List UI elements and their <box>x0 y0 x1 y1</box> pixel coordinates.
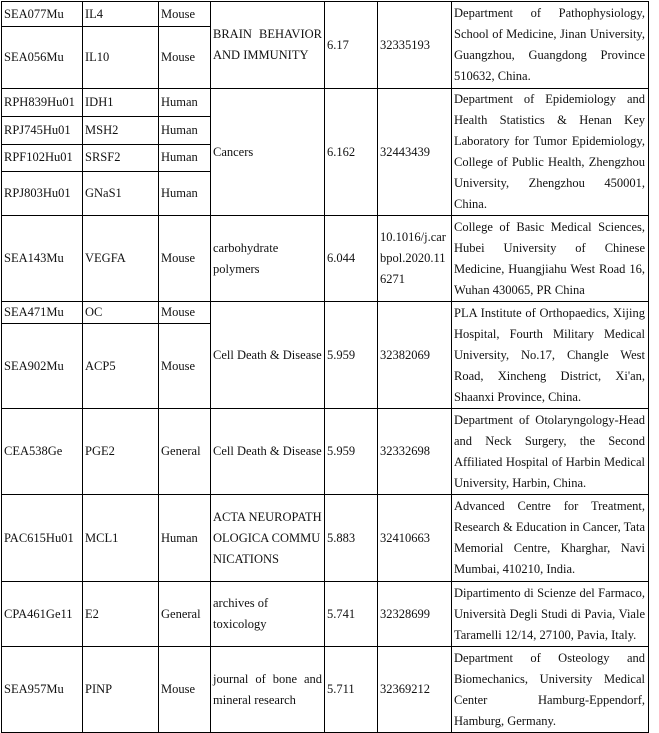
target-cell: IL10 <box>83 27 159 89</box>
species-cell: Human <box>159 89 211 117</box>
species-cell: Mouse <box>159 302 211 324</box>
journal-cell: archives of toxicology <box>211 582 325 647</box>
catalog-cell: CEA538Ge <box>2 409 83 495</box>
table-row <box>2 582 649 647</box>
pmid-cell: 32382069 <box>378 302 452 409</box>
target-cell: ACP5 <box>83 324 159 409</box>
table-row <box>2 495 649 582</box>
address-cell: Department of Otolaryngology-Head and Neck Surgery, the Second Affiliated Hospital of Harbin Medical University, Harbin, China. <box>452 409 649 495</box>
target-cell: SRSF2 <box>83 144 159 171</box>
journal-cell: carbohydrate polymers <box>211 216 325 302</box>
table-row <box>2 89 649 117</box>
target-cell: PINP <box>83 647 159 733</box>
species-cell: Human <box>159 172 211 216</box>
journal-cell: journal of bone and mineral research <box>211 647 325 733</box>
address-cell: Department of Epidemiology and Health Statistics & Henan Key Laboratory for Tumor Epidemiology, College of Public Health, Zhengzhou University, Zhengzhou 450001, China. <box>452 89 649 216</box>
impact-factor-cell: 5.741 <box>325 582 378 647</box>
species-cell: Human <box>159 495 211 582</box>
species-cell: Mouse <box>159 324 211 409</box>
target-cell: IL4 <box>83 2 159 27</box>
pmid-cell: 32369212 <box>378 647 452 733</box>
pmid-cell: 32335193 <box>378 2 452 89</box>
address-cell: Department of Pathophysiology, School of Medicine, Jinan University, Guangzhou, Guangdong Province 510632, China. <box>452 2 649 89</box>
target-cell: E2 <box>83 582 159 647</box>
catalog-cell: RPJ745Hu01 <box>2 117 83 144</box>
journal-cell: Cell Death & Disease <box>211 409 325 495</box>
species-cell: Mouse <box>159 216 211 302</box>
impact-factor-cell: 5.959 <box>325 302 378 409</box>
catalog-cell: CPA461Ge11 <box>2 582 83 647</box>
catalog-cell: SEA957Mu <box>2 647 83 733</box>
catalog-cell: SEA077Mu <box>2 2 83 27</box>
catalog-cell: PAC615Hu01 <box>2 495 83 582</box>
address-cell: College of Basic Medical Sciences, Hubei University of Chinese Medicine, Huangjiahu West Road 16, Wuhan 430065, PR China <box>452 216 649 302</box>
target-cell: PGE2 <box>83 409 159 495</box>
journal-cell: Cell Death & Disease <box>211 302 325 409</box>
species-cell: Human <box>159 144 211 171</box>
table-row <box>2 647 649 733</box>
address-cell: PLA Institute of Orthopaedics, Xijing Hospital, Fourth Military Medical University, No.17, Changle West Road, Xincheng District, Xi'an, Shaanxi Province, China. <box>452 302 649 409</box>
table-row <box>2 302 649 324</box>
catalog-cell: RPF102Hu01 <box>2 144 83 171</box>
impact-factor-cell: 6.17 <box>325 2 378 89</box>
pmid-cell: 32328699 <box>378 582 452 647</box>
address-cell: Advanced Centre for Treatment, Research & Education in Cancer, Tata Memorial Centre, Kharghar, Navi Mumbai, 410210, India. <box>452 495 649 582</box>
species-cell: General <box>159 409 211 495</box>
species-cell: Mouse <box>159 647 211 733</box>
pmid-cell: 32332698 <box>378 409 452 495</box>
table-row <box>2 409 649 495</box>
catalog-cell: RPJ803Hu01 <box>2 172 83 216</box>
catalog-cell: SEA056Mu <box>2 27 83 89</box>
target-cell: VEGFA <box>83 216 159 302</box>
catalog-cell: SEA471Mu <box>2 302 83 324</box>
target-cell: MCL1 <box>83 495 159 582</box>
species-cell: General <box>159 582 211 647</box>
pmid-cell: 32410663 <box>378 495 452 582</box>
impact-factor-cell: 6.044 <box>325 216 378 302</box>
journal-cell: BRAIN BEHAVIOR AND IMMUNITY <box>211 2 325 89</box>
table-row <box>2 216 649 302</box>
species-cell: Mouse <box>159 2 211 27</box>
catalog-cell: RPH839Hu01 <box>2 89 83 117</box>
impact-factor-cell: 5.883 <box>325 495 378 582</box>
address-cell: Dipartimento di Scienze del Farmaco, Università Degli Studi di Pavia, Viale Taramelli 12/14, 27100, Pavia, Italy. <box>452 582 649 647</box>
catalog-cell: SEA902Mu <box>2 324 83 409</box>
target-cell: IDH1 <box>83 89 159 117</box>
catalog-cell: SEA143Mu <box>2 216 83 302</box>
impact-factor-cell: 6.162 <box>325 89 378 216</box>
impact-factor-cell: 5.959 <box>325 409 378 495</box>
citation-table <box>1 1 649 733</box>
target-cell: OC <box>83 302 159 324</box>
target-cell: MSH2 <box>83 117 159 144</box>
pmid-cell: 10.1016/j.carbpol.2020.116271 <box>378 216 452 302</box>
impact-factor-cell: 5.711 <box>325 647 378 733</box>
journal-cell: Cancers <box>211 89 325 216</box>
journal-cell: ACTA NEUROPATHOLOGICA COMMUNICATIONS <box>211 495 325 582</box>
species-cell: Human <box>159 117 211 144</box>
target-cell: GNaS1 <box>83 172 159 216</box>
pmid-cell: 32443439 <box>378 89 452 216</box>
species-cell: Mouse <box>159 27 211 89</box>
table-row <box>2 2 649 27</box>
address-cell: Department of Osteology and Biomechanics, University Medical Center Hamburg-Eppendorf, Hamburg, Germany. <box>452 647 649 733</box>
